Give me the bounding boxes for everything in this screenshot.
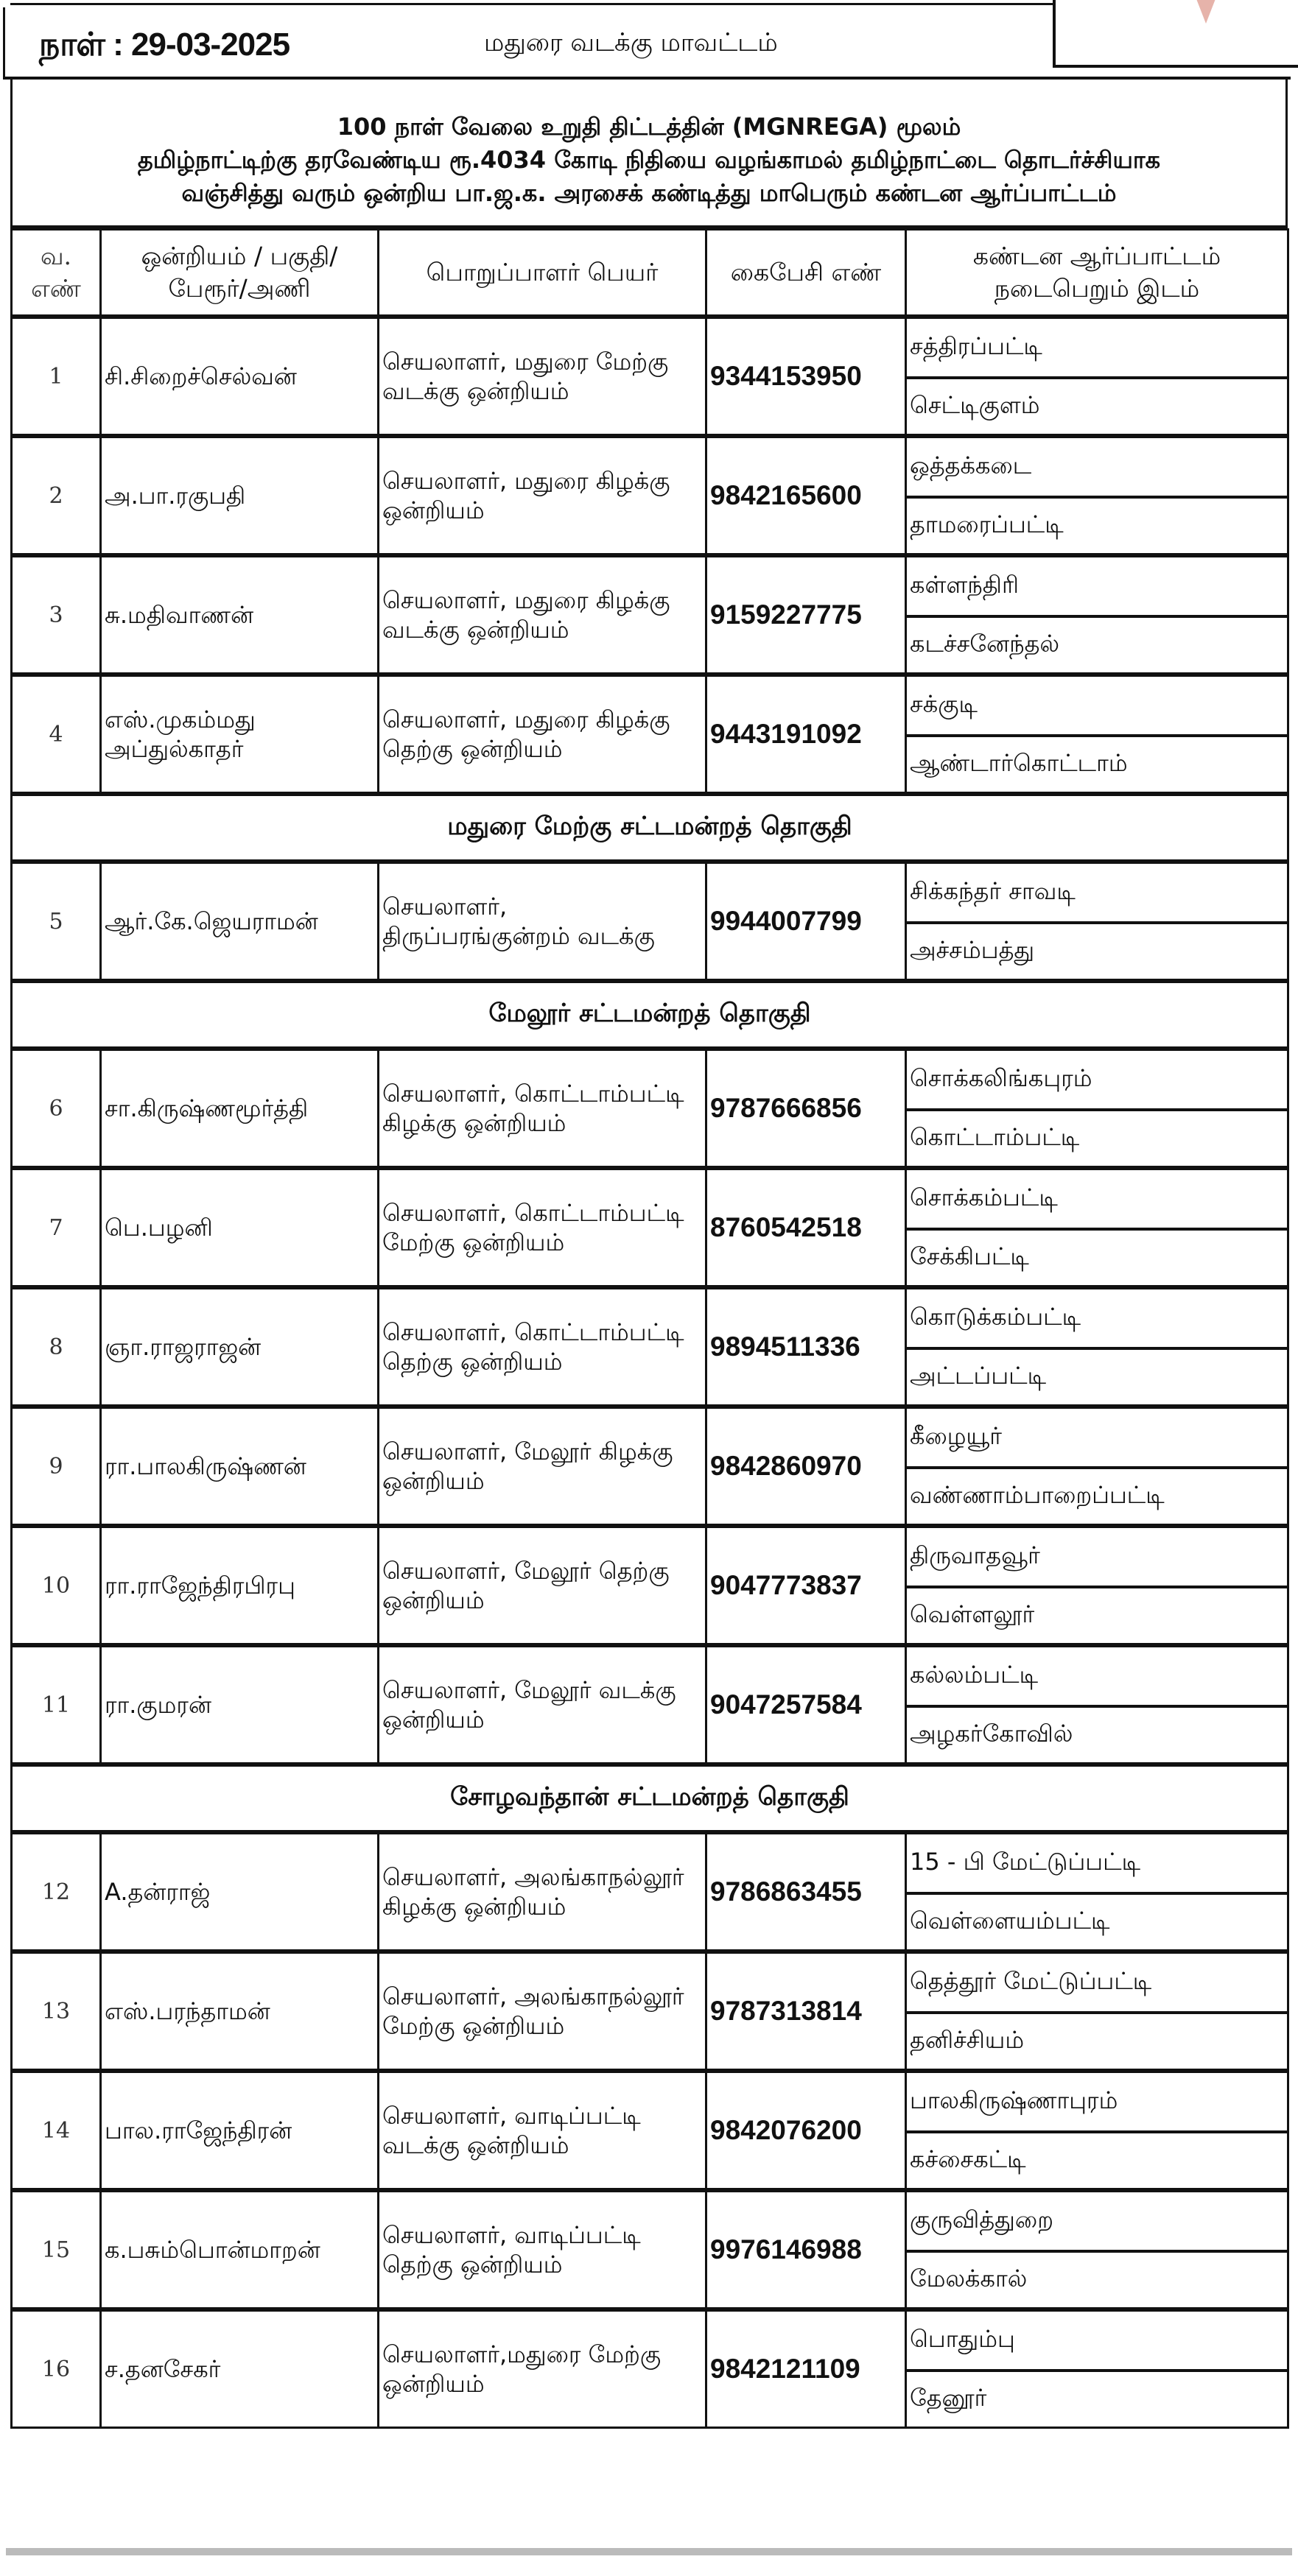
protest-locations bbox=[906, 1168, 1288, 1287]
incharge-name: அ.பா.ரகுபதி bbox=[101, 436, 379, 555]
serial-number: 6 bbox=[12, 1049, 101, 1168]
protest-location: கடச்சனேந்தல் bbox=[907, 615, 1287, 672]
table-row bbox=[12, 675, 1288, 794]
protest-locations-table bbox=[10, 228, 1289, 2429]
protest-location: பொதும்பு bbox=[910, 2325, 1015, 2353]
incharge-role: செயலாளர், கொட்டாம்பட்டி தெற்கு ஒன்றியம் bbox=[379, 1287, 706, 1407]
incharge-name: சி.சிறைச்செல்வன் bbox=[101, 317, 379, 436]
protest-location: குருவித்துறை bbox=[910, 2206, 1053, 2234]
protest-location: அட்டப்பட்டி bbox=[907, 1347, 1287, 1404]
protest-location: கல்லம்பட்டி bbox=[910, 1661, 1039, 1689]
protest-location: வெள்ளையம்பட்டி bbox=[907, 1892, 1287, 1949]
incharge-role: செயலாளர், கொட்டாம்பட்டி மேற்கு ஒன்றியம் bbox=[379, 1168, 706, 1287]
column-header-union: ஒன்றியம் / பகுதி/ பேரூர்/அணி bbox=[101, 230, 379, 317]
incharge-role: செயலாளர், மேலூர் கிழக்கு ஒன்றியம் bbox=[379, 1407, 706, 1526]
serial-number: 7 bbox=[12, 1168, 101, 1287]
table-header-row bbox=[12, 230, 1288, 317]
table-body bbox=[12, 317, 1288, 2428]
incharge-role: செயலாளர், அலங்காநல்லூர் கிழக்கு ஒன்றியம் bbox=[379, 1832, 706, 1952]
phone-number: 9786863455 bbox=[706, 1832, 906, 1952]
incharge-role: செயலாளர், வாடிப்பட்டி தெற்கு ஒன்றியம் bbox=[379, 2190, 706, 2309]
protest-location: தனிச்சியம் bbox=[907, 2011, 1287, 2069]
incharge-name: எஸ்.முகம்மது அப்துல்காதர் bbox=[101, 675, 379, 794]
table-row bbox=[12, 2071, 1288, 2190]
serial-number: 13 bbox=[12, 1952, 101, 2071]
column-header-incharge: பொறுப்பாளர் பெயர் bbox=[379, 230, 706, 317]
table-row bbox=[12, 1645, 1288, 1764]
table-row bbox=[12, 1287, 1288, 1407]
protest-locations bbox=[906, 1287, 1288, 1407]
protest-location: சொக்கம்பட்டி bbox=[910, 1183, 1058, 1211]
title-line-2: தமிழ்நாட்டிற்கு தரவேண்டிய ரூ.4034 கோடி நிதியை வழங்காமல் தமிழ்நாட்டை தொடர்ச்சியாக bbox=[137, 146, 1161, 174]
serial-number: 4 bbox=[12, 675, 101, 794]
protest-locations bbox=[906, 2190, 1288, 2309]
protest-locations bbox=[906, 862, 1288, 981]
phone-number: 9976146988 bbox=[706, 2190, 906, 2309]
column-header-serial: வ. எண் bbox=[12, 230, 101, 317]
serial-number: 16 bbox=[12, 2309, 101, 2428]
incharge-name: பெ.பழனி bbox=[101, 1168, 379, 1287]
protest-locations bbox=[906, 2071, 1288, 2190]
phone-number: 9047773837 bbox=[706, 1526, 906, 1645]
incharge-name: ஞா.ராஜராஜன் bbox=[101, 1287, 379, 1407]
table-row bbox=[12, 1526, 1288, 1645]
protest-location: சிக்கந்தர் சாவடி bbox=[910, 877, 1076, 905]
phone-number: 9443191092 bbox=[706, 675, 906, 794]
protest-title-box bbox=[10, 80, 1288, 228]
incharge-name: எஸ்.பரந்தாமன் bbox=[101, 1952, 379, 2071]
serial-number: 9 bbox=[12, 1407, 101, 1526]
phone-number: 9787666856 bbox=[706, 1049, 906, 1168]
section-header-row bbox=[12, 1764, 1288, 1832]
incharge-name: ரா.ராஜேந்திரபிரபு bbox=[101, 1526, 379, 1645]
incharge-role: செயலாளர், மேலூர் வடக்கு ஒன்றியம் bbox=[379, 1645, 706, 1764]
incharge-role: செயலாளர், கொட்டாம்பட்டி கிழக்கு ஒன்றியம் bbox=[379, 1049, 706, 1168]
incharge-name: ஆர்.கே.ஜெயராமன் bbox=[101, 862, 379, 981]
serial-number: 5 bbox=[12, 862, 101, 981]
protest-location: சொக்கலிங்கபுரம் bbox=[910, 1064, 1092, 1092]
table-row bbox=[12, 1832, 1288, 1952]
protest-locations bbox=[906, 2309, 1288, 2428]
date-header-row bbox=[3, 7, 1291, 80]
incharge-role: செயலாளர், அலங்காநல்லூர் மேற்கு ஒன்றியம் bbox=[379, 1952, 706, 2071]
protest-location: ஒத்தக்கடை bbox=[910, 451, 1032, 479]
protest-location: கள்ளந்திரி bbox=[910, 571, 1019, 599]
title-line-3: வஞ்சித்து வரும் ஒன்றிய பா.ஜ.க. அரசைக் கண்டித்து மாபெரும் கண்டன ஆர்ப்பாட்டம் bbox=[181, 179, 1117, 207]
protest-locations bbox=[906, 1952, 1288, 2071]
protest-location: கொடுக்கம்பட்டி bbox=[910, 1303, 1081, 1331]
protest-location: அச்சம்பத்து bbox=[907, 921, 1287, 979]
protest-location: வெள்ளலூர் bbox=[907, 1586, 1287, 1643]
incharge-name: சு.மதிவாணன் bbox=[101, 555, 379, 675]
district-name: மதுரை வடக்கு மாவட்டம் bbox=[484, 28, 778, 57]
table-row bbox=[12, 1168, 1288, 1287]
protest-location: பாலகிருஷ்ணாபுரம் bbox=[910, 2086, 1118, 2114]
phone-number: 9842121109 bbox=[706, 2309, 906, 2428]
serial-number: 8 bbox=[12, 1287, 101, 1407]
protest-location: தாமரைப்பட்டி bbox=[907, 496, 1287, 553]
column-header-location: கண்டன ஆர்ப்பாட்டம் நடைபெறும் இடம் bbox=[906, 230, 1288, 317]
section-header-row bbox=[12, 981, 1288, 1049]
protest-location: தெத்தூர் மேட்டுப்பட்டி bbox=[910, 1967, 1152, 1995]
protest-locations bbox=[906, 436, 1288, 555]
phone-number: 9159227775 bbox=[706, 555, 906, 675]
protest-location: சக்குடி bbox=[910, 690, 978, 718]
phone-number: 9787313814 bbox=[706, 1952, 906, 2071]
incharge-role: செயலாளர், மதுரை மேற்கு வடக்கு ஒன்றியம் bbox=[379, 317, 706, 436]
incharge-name: ரா.பாலகிருஷ்ணன் bbox=[101, 1407, 379, 1526]
protest-locations bbox=[906, 1049, 1288, 1168]
phone-number: 9944007799 bbox=[706, 862, 906, 981]
table-row bbox=[12, 1952, 1288, 2071]
protest-location: சத்திரப்பட்டி bbox=[910, 332, 1042, 360]
protest-location: ஆண்டார்கொட்டாம் bbox=[907, 734, 1287, 792]
table-row bbox=[12, 862, 1288, 981]
incharge-role: செயலாளர்,மதுரை மேற்கு ஒன்றியம் bbox=[379, 2309, 706, 2428]
phone-number: 9842860970 bbox=[706, 1407, 906, 1526]
protest-locations bbox=[906, 675, 1288, 794]
table-row bbox=[12, 436, 1288, 555]
incharge-role: செயலாளர், மதுரை கிழக்கு வடக்கு ஒன்றியம் bbox=[379, 555, 706, 675]
phone-number: 9047257584 bbox=[706, 1645, 906, 1764]
serial-number: 15 bbox=[12, 2190, 101, 2309]
phone-number: 9344153950 bbox=[706, 317, 906, 436]
section-title: சோழவந்தான் சட்டமன்றத் தொகுதி bbox=[12, 1764, 1288, 1832]
incharge-role: செயலாளர், வாடிப்பட்டி வடக்கு ஒன்றியம் bbox=[379, 2071, 706, 2190]
serial-number: 2 bbox=[12, 436, 101, 555]
protest-locations bbox=[906, 1526, 1288, 1645]
phone-number: 9894511336 bbox=[706, 1287, 906, 1407]
incharge-name: க.பசும்பொன்மாறன் bbox=[101, 2190, 379, 2309]
date-label: நாள் : 29-03-2025 bbox=[39, 27, 290, 63]
incharge-role: செயலாளர், திருப்பரங்குன்றம் வடக்கு bbox=[379, 862, 706, 981]
incharge-name: A.தன்ராஜ் bbox=[101, 1832, 379, 1952]
incharge-role: செயலாளர், மதுரை கிழக்கு தெற்கு ஒன்றியம் bbox=[379, 675, 706, 794]
protest-locations bbox=[906, 1832, 1288, 1952]
serial-number: 12 bbox=[12, 1832, 101, 1952]
incharge-role: செயலாளர், மேலூர் தெற்கு ஒன்றியம் bbox=[379, 1526, 706, 1645]
incharge-name: சா.கிருஷ்ணமூர்த்தி bbox=[101, 1049, 379, 1168]
incharge-name: ரா.குமரன் bbox=[101, 1645, 379, 1764]
protest-location: சேக்கிபட்டி bbox=[907, 1228, 1287, 1285]
section-title: மதுரை மேற்கு சட்டமன்றத் தொகுதி bbox=[12, 794, 1288, 862]
protest-location: மேலக்கால் bbox=[907, 2250, 1287, 2307]
incharge-name: பால.ராஜேந்திரன் bbox=[101, 2071, 379, 2190]
phone-number: 8760542518 bbox=[706, 1168, 906, 1287]
column-header-phone: கைபேசி எண் bbox=[706, 230, 906, 317]
protest-location: செட்டிகுளம் bbox=[907, 376, 1287, 434]
protest-location: கச்சைகட்டி bbox=[907, 2130, 1287, 2188]
table-row bbox=[12, 1407, 1288, 1526]
protest-location: கீழையூர் bbox=[910, 1422, 1002, 1450]
protest-location: தேனூர் bbox=[907, 2369, 1287, 2427]
table-row bbox=[12, 2309, 1288, 2428]
protest-locations bbox=[906, 1407, 1288, 1526]
phone-number: 9842165600 bbox=[706, 436, 906, 555]
protest-locations bbox=[906, 317, 1288, 436]
protest-location: வண்ணாம்பாறைப்பட்டி bbox=[907, 1466, 1287, 1524]
table-row bbox=[12, 317, 1288, 436]
protest-location: திருவாதவூர் bbox=[910, 1541, 1040, 1569]
protest-location: அழகர்கோவில் bbox=[907, 1705, 1287, 1762]
serial-number: 14 bbox=[12, 2071, 101, 2190]
serial-number: 1 bbox=[12, 317, 101, 436]
incharge-name: ச.தனசேகர் bbox=[101, 2309, 379, 2428]
title-line-1: 100 நாள் வேலை உறுதி திட்டத்தின் (MGNREGA) மூலம் bbox=[337, 113, 961, 141]
serial-number: 10 bbox=[12, 1526, 101, 1645]
phone-number: 9842076200 bbox=[706, 2071, 906, 2190]
top-border bbox=[10, 0, 1053, 5]
section-title: மேலூர் சட்டமன்றத் தொகுதி bbox=[12, 981, 1288, 1049]
table-row bbox=[12, 1049, 1288, 1168]
serial-number: 11 bbox=[12, 1645, 101, 1764]
protest-locations bbox=[906, 1645, 1288, 1764]
protest-locations bbox=[906, 555, 1288, 675]
table-row bbox=[12, 2190, 1288, 2309]
protest-location: 15 - பி மேட்டுப்பட்டி bbox=[910, 1848, 1141, 1876]
bottom-border bbox=[6, 2548, 1292, 2555]
protest-location: கொட்டாம்பட்டி bbox=[907, 1108, 1287, 1166]
table-row bbox=[12, 555, 1288, 675]
incharge-role: செயலாளர், மதுரை கிழக்கு ஒன்றியம் bbox=[379, 436, 706, 555]
section-header-row bbox=[12, 794, 1288, 862]
serial-number: 3 bbox=[12, 555, 101, 675]
